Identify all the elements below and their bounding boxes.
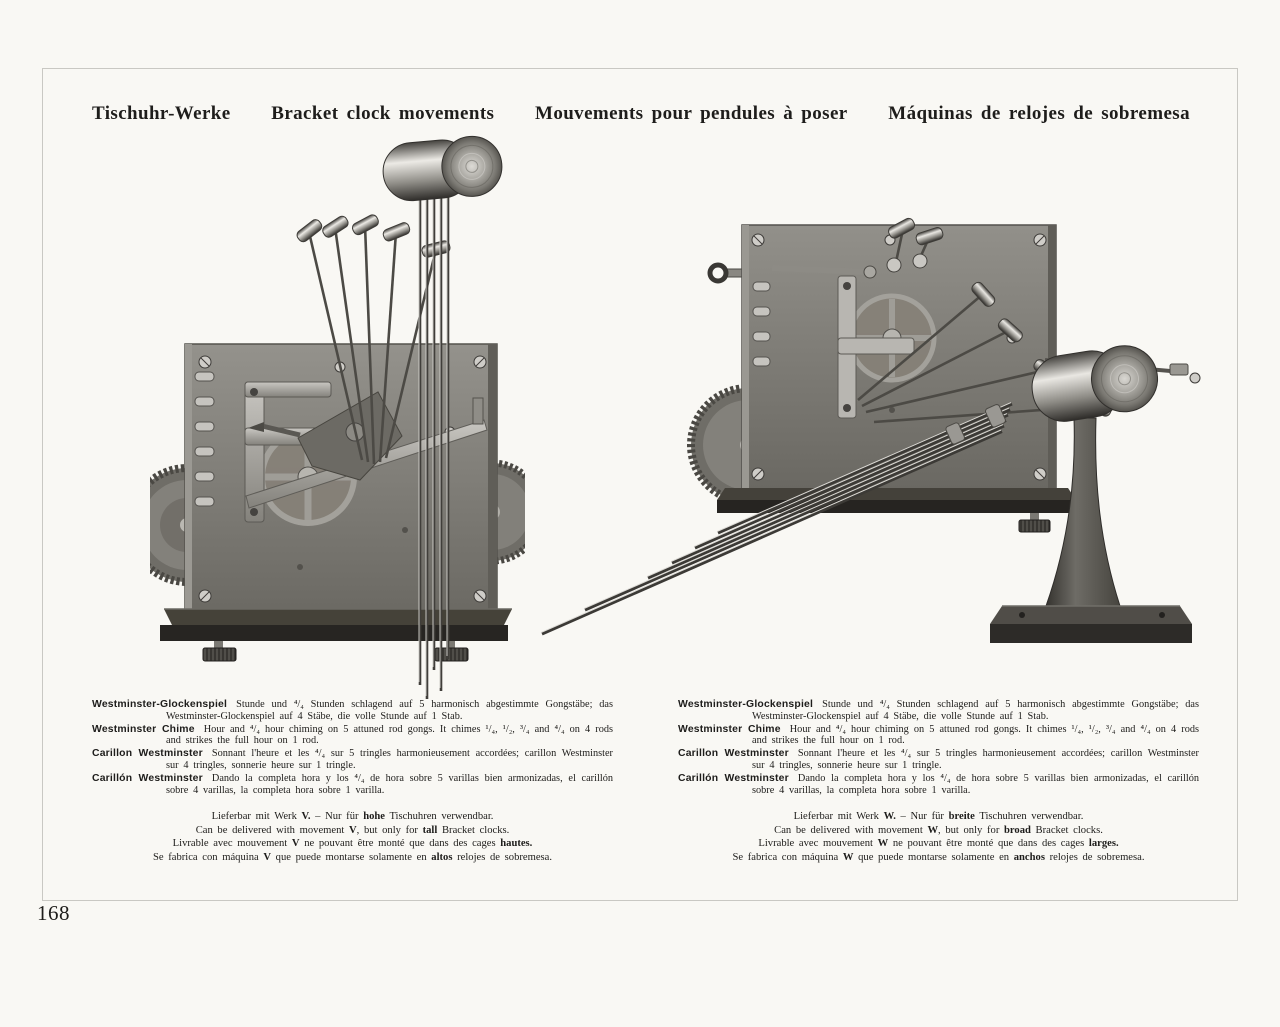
description-term: Westminster Chime (92, 723, 195, 735)
description-text: Stunde und ⁴/₄ Stunden schlagend auf 5 harmonisch abgestimmte Gongstäbe; das Westminster-Glockenspiel auf 4 Stäbe, die volle Stunde auf 1 Stab. (752, 699, 1199, 722)
page-number: 168 (37, 901, 70, 925)
description-en (678, 724, 1199, 748)
availability-notes-v (92, 810, 613, 864)
page-title-fr: Mouvements pour pendules à poser (534, 103, 848, 124)
description-text: Hour and ⁴/₄ hour chiming on 5 attuned rod gongs. It chimes ¹/₄, ¹/₂, ³/₄ and ⁴/₄ on 4 rods and strikes the full hour on 1 rod. (166, 723, 613, 747)
description-term: Carillon Westminster (92, 748, 203, 760)
description-term: Carillón Westminster (92, 772, 203, 784)
adjustable-foot (1019, 513, 1050, 532)
right-text-column (678, 699, 1199, 864)
note-line-de: Lieferbar mit Werk V. – Nur für hohe Tischuhren verwendbar. (211, 811, 494, 823)
description-de (92, 699, 613, 723)
page-title-es: Máquinas de relojes de sobremesa (888, 103, 1190, 124)
description-text: Sonnant l'heure et les ⁴/₄ sur 5 tringles harmonieusement accordées; carillon Westminster sur 4 tringles, sonnerie heure sur 1 tringle. (166, 748, 613, 771)
base-plank (160, 609, 512, 641)
description-text: Dando la completa hora y los ⁴/₄ de hora sobre 5 varillas bien armonizadas, el carillón sobre 4 varillas, la completa hora sobre 1 varilla. (752, 772, 1199, 796)
description-text: Sonnant l'heure et les ⁴/₄ sur 5 tringles harmonieusement accordées; carillon Westminster sur 4 tringles, sonnerie heure sur 1 tringle. (752, 748, 1199, 771)
description-fr (92, 748, 613, 772)
description-term: Carillón Westminster (678, 772, 789, 784)
note-line-fr: Livrable avec mouvement W ne pouvant être monté que dans des cages larges. (758, 838, 1119, 850)
description-term: Carillon Westminster (678, 748, 789, 760)
description-es (92, 773, 613, 797)
description-de (678, 699, 1199, 723)
description-es (678, 773, 1199, 797)
description-text: Dando la completa hora y los ⁴/₄ de hora sobre 5 varillas bien armonizadas, el carillón sobre 4 varillas, la completa hora sobre 1 varilla. (166, 772, 613, 796)
note-line-fr: Livrable avec mouvement V ne pouvant être monté que dans des cages hautes. (172, 838, 533, 850)
page-title-en: Bracket clock movements (271, 103, 495, 124)
page-title-de: Tischuhr-Werke (92, 103, 231, 124)
pendulum-bob (381, 134, 505, 204)
description-term: Westminster-Glockenspiel (92, 699, 228, 710)
description-term: Westminster-Glockenspiel (678, 699, 814, 710)
availability-notes-w (678, 810, 1199, 864)
description-fr (678, 748, 1199, 772)
note-line-en: Can be delivered with movement V, but only for tall Bracket clocks. (195, 824, 510, 836)
description-text: Hour and ⁴/₄ hour chiming on 5 attuned rod gongs. It chimes ¹/₄, ¹/₂, ³/₄ and ⁴/₄ on 4 rods and strikes the full hour on 1 rod. (752, 723, 1199, 747)
note-line-es: Se fabrica con máquina W que puede montarse solamente en anchos relojes de sobremesa. (732, 851, 1145, 863)
note-line-de: Lieferbar mit Werk W. – Nur für breite Tischuhren verwendbar. (793, 811, 1084, 823)
note-line-es: Se fabrica con máquina V que puede montarse solamente en altos relojes de sobremesa. (152, 851, 553, 863)
movement-v-photo (150, 132, 525, 704)
movement-w-photo (540, 210, 1205, 655)
lever-end-post (473, 398, 483, 424)
header (92, 103, 1190, 125)
description-text: Stunde und ⁴/₄ Stunden schlagend auf 5 harmonisch abgestimmte Gongstäbe; das Westminster-Glockenspiel auf 4 Stäbe, die volle Stunde auf 1 Stab. (166, 699, 613, 722)
left-text-column (92, 699, 613, 864)
note-line-en: Can be delivered with movement W, but only for broad Bracket clocks. (774, 824, 1103, 836)
description-term: Westminster Chime (678, 723, 781, 735)
description-en (92, 724, 613, 748)
